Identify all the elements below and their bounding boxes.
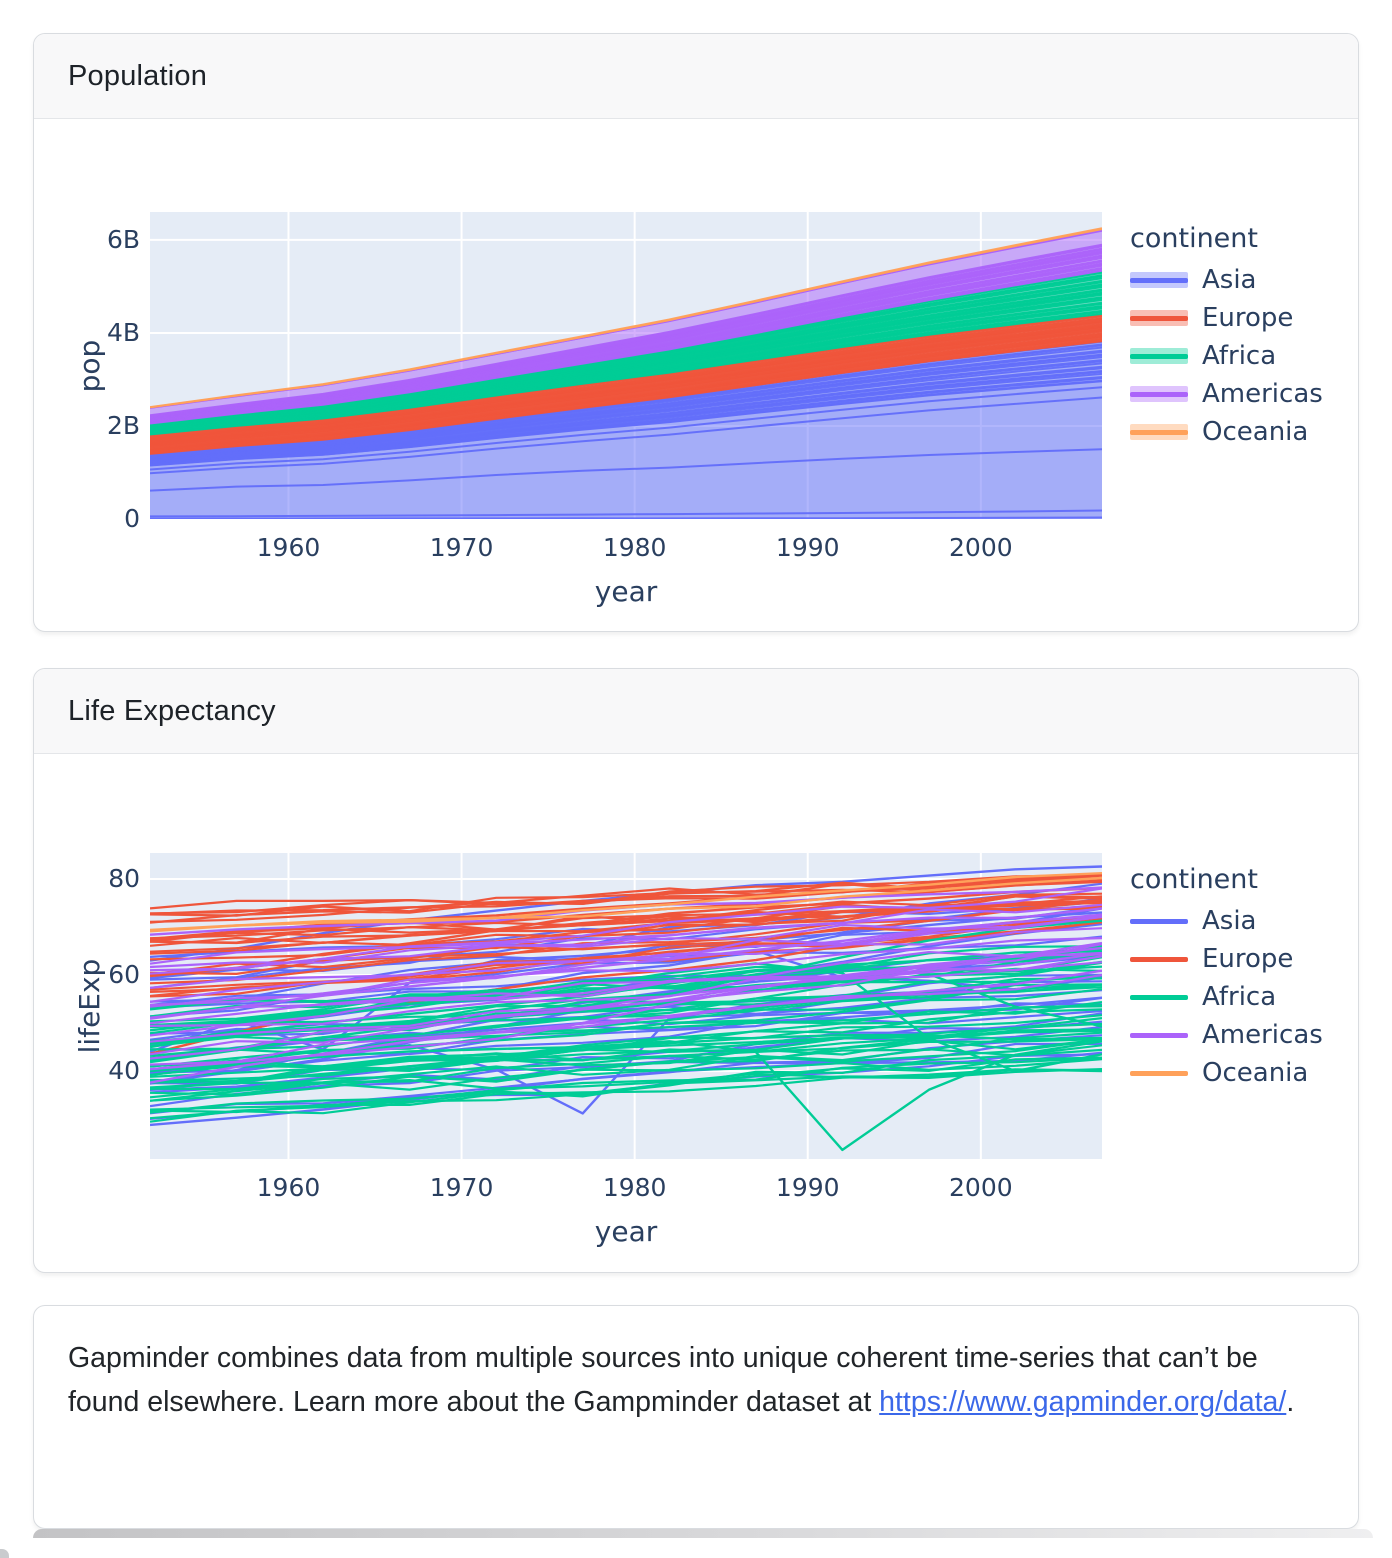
legend-swatch	[1130, 1033, 1188, 1038]
next-card-top-edge	[33, 1529, 1373, 1538]
legend-swatch	[1130, 386, 1188, 402]
y-tick-label: 40	[108, 1056, 140, 1086]
population-figure	[34, 119, 1358, 630]
population-chart-svg[interactable]	[150, 212, 1102, 519]
x-tick-label: 1980	[602, 1173, 667, 1202]
x-tick-label: 1960	[256, 1173, 321, 1202]
x-tick-label: 1960	[256, 533, 321, 562]
life-expectancy-card-header	[34, 669, 1358, 754]
population-legend	[1130, 223, 1350, 451]
life-expectancy-figure	[34, 754, 1358, 1271]
legend-item-europe[interactable]	[1130, 940, 1350, 978]
legend-label: Europe	[1202, 944, 1294, 974]
legend-swatch	[1130, 272, 1188, 288]
legend-swatch-line	[1130, 354, 1188, 359]
legend-item-americas[interactable]	[1130, 375, 1350, 413]
x-axis-title: year	[594, 575, 658, 608]
lifeexp-axis-title: lifeExp	[73, 958, 106, 1054]
legend-label: Americas	[1202, 379, 1323, 409]
legend-swatch-line	[1130, 392, 1188, 397]
legend-swatch	[1130, 919, 1188, 924]
population-plot-area[interactable]	[150, 212, 1102, 519]
life-expectancy-legend	[1130, 864, 1350, 1092]
life-expectancy-chart-svg[interactable]	[150, 853, 1102, 1159]
about-text	[34, 1306, 1358, 1454]
legend-label: Africa	[1202, 982, 1277, 1012]
legend-label: Oceania	[1202, 417, 1309, 447]
x-tick-label: 1970	[429, 533, 494, 562]
x-tick-label: 2000	[949, 533, 1013, 562]
legend-item-asia[interactable]	[1130, 261, 1350, 299]
legend-item-europe[interactable]	[1130, 299, 1350, 337]
x-tick-label: 2000	[949, 1173, 1013, 1202]
legend-item-oceania[interactable]	[1130, 1054, 1350, 1092]
legend-swatch	[1130, 995, 1188, 1000]
legend-swatch-line	[1130, 430, 1188, 435]
about-card	[33, 1305, 1359, 1529]
y-tick-label: 4B	[106, 317, 140, 347]
y-tick-label: 0	[124, 504, 140, 533]
x-tick-label: 1990	[775, 1173, 840, 1202]
legend-label: Europe	[1202, 303, 1294, 333]
legend-item-africa[interactable]	[1130, 337, 1350, 375]
population-card	[33, 33, 1359, 632]
bottom-left-corner-artifact	[0, 1549, 9, 1558]
legend-label: Oceania	[1202, 1058, 1309, 1088]
life-expectancy-card-title: Life Expectancy	[68, 694, 276, 727]
legend-swatch	[1130, 957, 1188, 962]
legend-item-americas[interactable]	[1130, 1016, 1350, 1054]
legend-swatch-line	[1130, 316, 1188, 321]
about-text-before-link: Gapminder combines data from multiple sources into unique coherent time-series that can’t be found elsewhere. Learn more about the Gampminder dataset at	[68, 1342, 1258, 1418]
x-tick-label: 1980	[602, 533, 667, 562]
legend-item-africa[interactable]	[1130, 978, 1350, 1016]
legend-swatch	[1130, 348, 1188, 364]
legend-title: continent	[1130, 223, 1258, 254]
legend-swatch	[1130, 310, 1188, 326]
life-expectancy-plot-area[interactable]	[150, 853, 1102, 1159]
legend-label: Americas	[1202, 1020, 1323, 1050]
about-text-suffix: .	[1286, 1386, 1295, 1418]
x-tick-label: 1990	[775, 533, 840, 562]
life-expectancy-card	[33, 668, 1359, 1273]
legend-swatch	[1130, 1071, 1188, 1076]
y-tick-label: 6B	[106, 224, 140, 254]
legend-item-asia[interactable]	[1130, 902, 1350, 940]
y-tick-label: 2B	[106, 410, 140, 440]
legend-label: Asia	[1202, 906, 1257, 936]
legend-label: Asia	[1202, 265, 1257, 295]
y-tick-label: 80	[108, 863, 140, 893]
legend-swatch	[1130, 424, 1188, 440]
y-tick-label: 60	[108, 960, 140, 990]
legend-label: Africa	[1202, 341, 1277, 371]
pop-axis-title: pop	[73, 339, 106, 392]
x-axis-title: year	[594, 1215, 658, 1248]
gapminder-data-link[interactable]: https://www.gapminder.org/data/	[879, 1386, 1287, 1418]
legend-swatch-line	[1130, 278, 1188, 283]
x-tick-label: 1970	[429, 1173, 494, 1202]
legend-item-oceania[interactable]	[1130, 413, 1350, 451]
population-card-header	[34, 34, 1358, 119]
legend-title: continent	[1130, 864, 1258, 895]
population-card-title: Population	[68, 59, 208, 92]
